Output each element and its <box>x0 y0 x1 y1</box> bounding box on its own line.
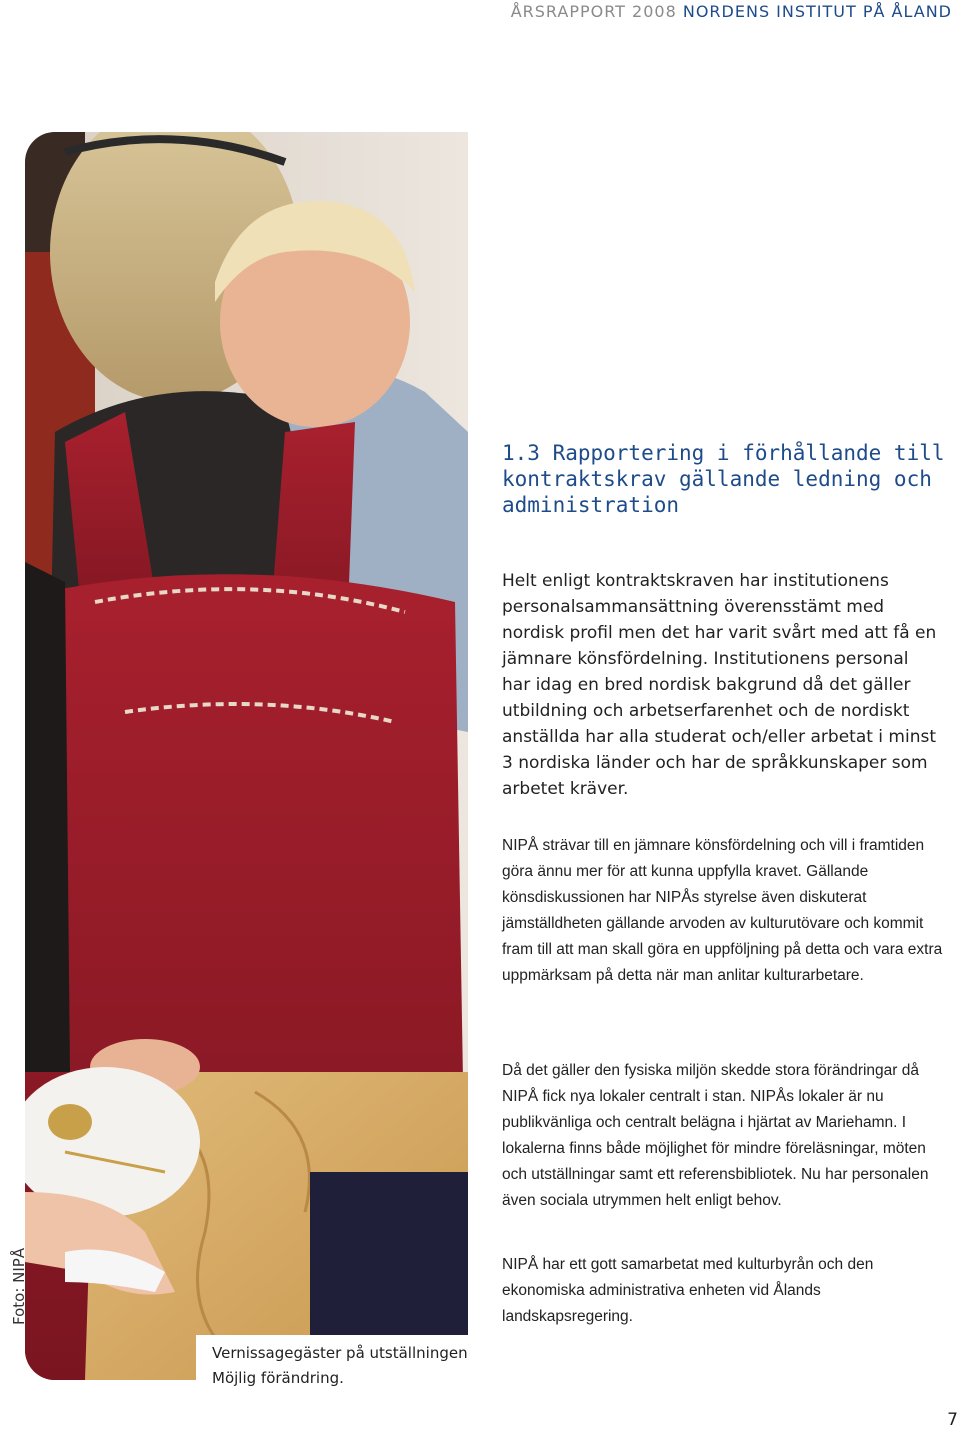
report-label: ÅRSRAPPORT 2008 <box>510 2 677 21</box>
section-title: 1.3 Rapportering i förhållande till kontraktskrav gällande ledning och administration <box>502 441 945 517</box>
photo-caption <box>196 1335 486 1395</box>
caption-line-2: Möjlig förändring. <box>212 1369 344 1387</box>
event-photo <box>25 132 468 1380</box>
body-paragraph-2: Då det gäller den fysiska miljön skedde stora förändringar då NIPÅ fick nya lokaler centralt i stan. NIPÅs lokaler är nu publikvänliga och centralt belägna i hjärtat av Mariehamn. I lokalerna finns både möjlighet för mindre föreläsningar, möten och utställningar samt ett referensbibliotek. Nu har personalen även sociala utrymmen helt enligt behov. <box>502 1062 929 1209</box>
body-paragraph-1: NIPÅ strävar till en jämnare könsfördelning och vill i framtiden göra ännu mer för att kunna uppfylla kravet. Gällande könsdiskussionen har NIPÅs styrelse även diskuterat jämställdheten gällande arvoden av kulturutövare och kommit fram till att man skall göra en uppföljning på detta och vara extra uppmärksam på detta när man anlitar kulturarbetare. <box>502 837 943 984</box>
body-paragraph-3: NIPÅ har ett gott samarbetat med kulturbyrån och den ekonomiska administrativa enheten vid Ålands landskapsregering. <box>502 1256 874 1325</box>
intro-paragraph: Helt enligt kontraktskraven har institutionens personalsammansättning överensstämt med nordisk profil men det har varit svårt med att få en jämnare könsfördelning. Institutionens personal har idag en bred nordisk bakgrund då det gäller utbildning och arbetserfarenhet och de nordiskt anställda har alla studerat och/eller arbetat i minst 3 nordiska länder och har de språkkunskaper som arbetet kräver. <box>502 571 937 799</box>
photo-credit: Foto: NIPÅ <box>10 1247 28 1325</box>
page-header <box>511 2 952 21</box>
caption-line-1: Vernissagegäster på utställningen <box>212 1344 468 1362</box>
institute-name: NORDENS INSTITUT PÅ ÅLAND <box>682 2 952 21</box>
page-number: 7 <box>947 1410 958 1430</box>
